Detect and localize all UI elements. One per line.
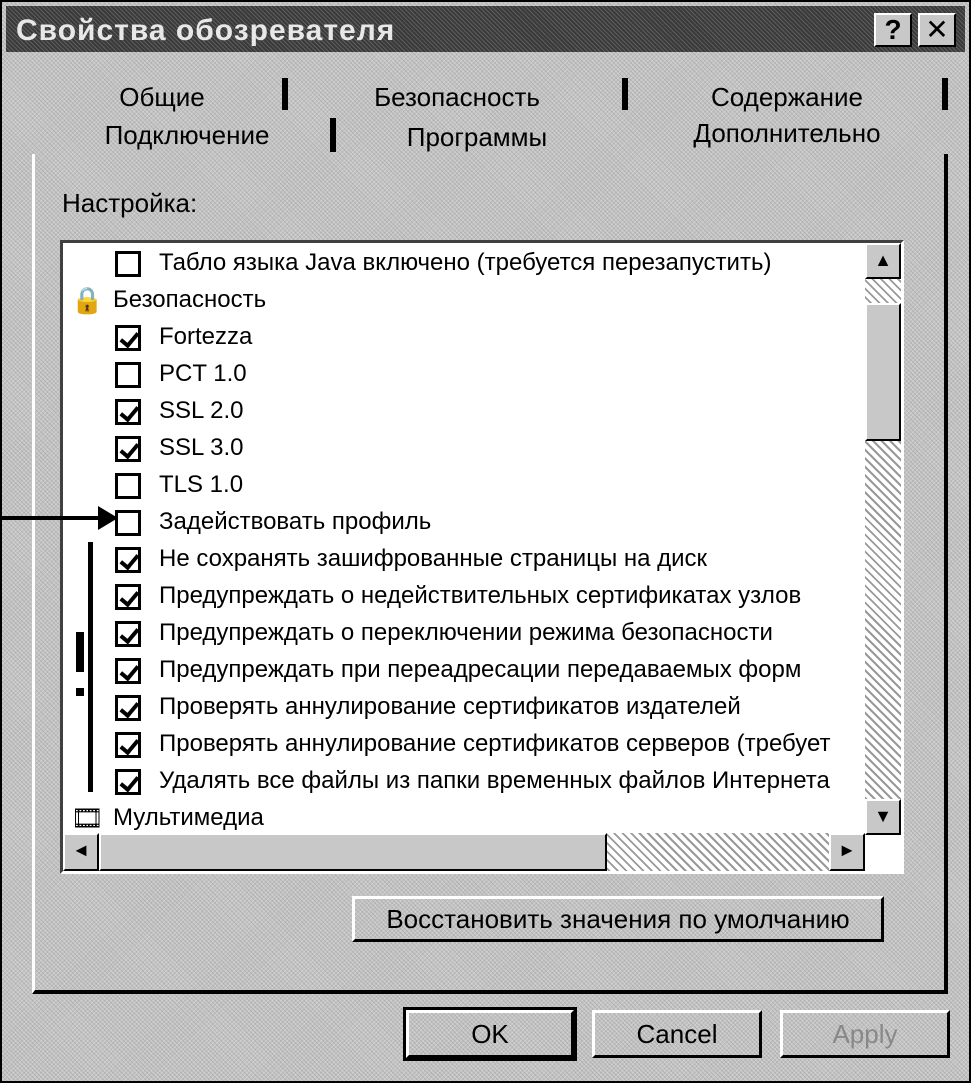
checkbox[interactable]: [115, 695, 141, 721]
scroll-left-button[interactable]: [63, 833, 99, 871]
list-item-label: Проверять аннулирование сертификатов серверов (требует: [159, 730, 831, 757]
checkbox[interactable]: [115, 547, 141, 573]
tab-security[interactable]: Безопасность: [374, 82, 540, 112]
list-item[interactable]: [63, 245, 869, 282]
category-security: [63, 282, 869, 319]
ok-label: OK: [471, 1019, 509, 1049]
scroll-up-button[interactable]: [865, 243, 901, 279]
scroll-down-button[interactable]: [865, 799, 901, 835]
pointer-arrow-head: [98, 506, 118, 530]
hscroll-thumb[interactable]: [99, 833, 607, 871]
horizontal-scrollbar[interactable]: [63, 833, 901, 871]
list-item-label: Предупреждать о переключении режима безопасности: [159, 619, 773, 646]
list-item[interactable]: [63, 615, 869, 652]
tab-separator: [282, 78, 288, 110]
scroll-right-button[interactable]: [829, 833, 865, 871]
settings-list-items: [63, 243, 869, 835]
list-item[interactable]: [63, 393, 869, 430]
lock-icon: 🔒: [71, 285, 104, 315]
list-item-label: SSL 2.0: [159, 397, 244, 424]
list-item-label: Табло языка Java включено (требуется перезапустить): [159, 249, 772, 276]
tab-connections[interactable]: Подключение: [104, 120, 270, 150]
checkbox[interactable]: [115, 584, 141, 610]
checkbox[interactable]: [115, 399, 141, 425]
list-item[interactable]: [63, 726, 869, 763]
pointer-arrow: [2, 516, 102, 520]
arrow-right-icon: ►: [838, 840, 856, 860]
close-button[interactable]: ✕: [918, 13, 956, 47]
list-item-label: Предупреждать при переадресации передаваемых форм: [159, 656, 802, 683]
help-button[interactable]: ?: [874, 13, 912, 47]
checkbox[interactable]: [115, 732, 141, 758]
tab-separator: [942, 78, 948, 110]
list-item[interactable]: [63, 541, 869, 578]
list-item[interactable]: [63, 356, 869, 393]
arrow-left-icon: ◄: [72, 840, 90, 860]
settings-label: Настройка:: [62, 188, 198, 218]
checkbox[interactable]: [115, 473, 141, 499]
checkbox[interactable]: [115, 769, 141, 795]
list-item[interactable]: [63, 319, 869, 356]
category-label: Мультимедиа: [113, 804, 264, 831]
window-title: Свойства обозревателя: [16, 14, 396, 47]
scroll-thumb[interactable]: [865, 303, 901, 441]
checkbox[interactable]: [115, 325, 141, 351]
tab-content[interactable]: Содержание: [711, 82, 863, 112]
restore-defaults-button[interactable]: [352, 896, 884, 942]
list-item-label: SSL 3.0: [159, 434, 244, 461]
tab-separator: [330, 118, 336, 152]
bracket-mark: [88, 542, 93, 792]
multimedia-icon: 🎞: [71, 803, 105, 833]
restore-defaults-label: Восстановить значения по умолчанию: [386, 904, 850, 934]
list-item-label: PCT 1.0: [159, 360, 247, 387]
list-item[interactable]: [63, 763, 869, 800]
bracket-mark-dot: [76, 688, 84, 696]
list-item-label: Проверять аннулирование сертификатов издателей: [159, 693, 741, 720]
settings-list[interactable]: [60, 240, 904, 874]
list-item[interactable]: [63, 652, 869, 689]
tab-separator: [622, 78, 628, 110]
list-item[interactable]: [63, 430, 869, 467]
list-item-label: TLS 1.0: [159, 471, 244, 498]
list-item-label: Fortezza: [159, 323, 253, 350]
category-label: Безопасность: [113, 286, 267, 313]
checkbox[interactable]: [115, 362, 141, 388]
apply-label: Apply: [832, 1019, 898, 1049]
list-item[interactable]: [63, 467, 869, 504]
list-item[interactable]: [63, 578, 869, 615]
ok-button[interactable]: [406, 1010, 574, 1058]
bracket-mark-part: [76, 632, 84, 672]
cancel-label: Cancel: [636, 1019, 718, 1049]
list-item[interactable]: [63, 504, 869, 541]
checkbox[interactable]: [115, 510, 141, 536]
arrow-up-icon: ▲: [874, 250, 892, 270]
checkbox[interactable]: [115, 436, 141, 462]
list-item-label: Задействовать профиль: [159, 508, 432, 535]
list-item-label: Предупреждать о недействительных сертификатах узлов: [159, 582, 802, 609]
category-multimedia: [63, 800, 869, 835]
checkbox[interactable]: [115, 658, 141, 684]
vertical-scrollbar[interactable]: [865, 243, 901, 835]
arrow-down-icon: ▼: [874, 806, 892, 826]
list-item-label: Не сохранять зашифрованные страницы на диск: [159, 545, 708, 572]
checkbox[interactable]: [115, 621, 141, 647]
tab-programs[interactable]: Программы: [406, 122, 548, 152]
tab-general[interactable]: Общие: [119, 82, 205, 112]
list-item[interactable]: [63, 689, 869, 726]
tab-advanced[interactable]: Дополнительно: [693, 118, 881, 148]
apply-button[interactable]: [780, 1010, 950, 1058]
cancel-button[interactable]: [592, 1010, 762, 1058]
title-bar: [6, 6, 965, 52]
list-item-label: Удалять все файлы из папки временных файлов Интернета: [159, 767, 830, 794]
checkbox[interactable]: [115, 251, 141, 277]
